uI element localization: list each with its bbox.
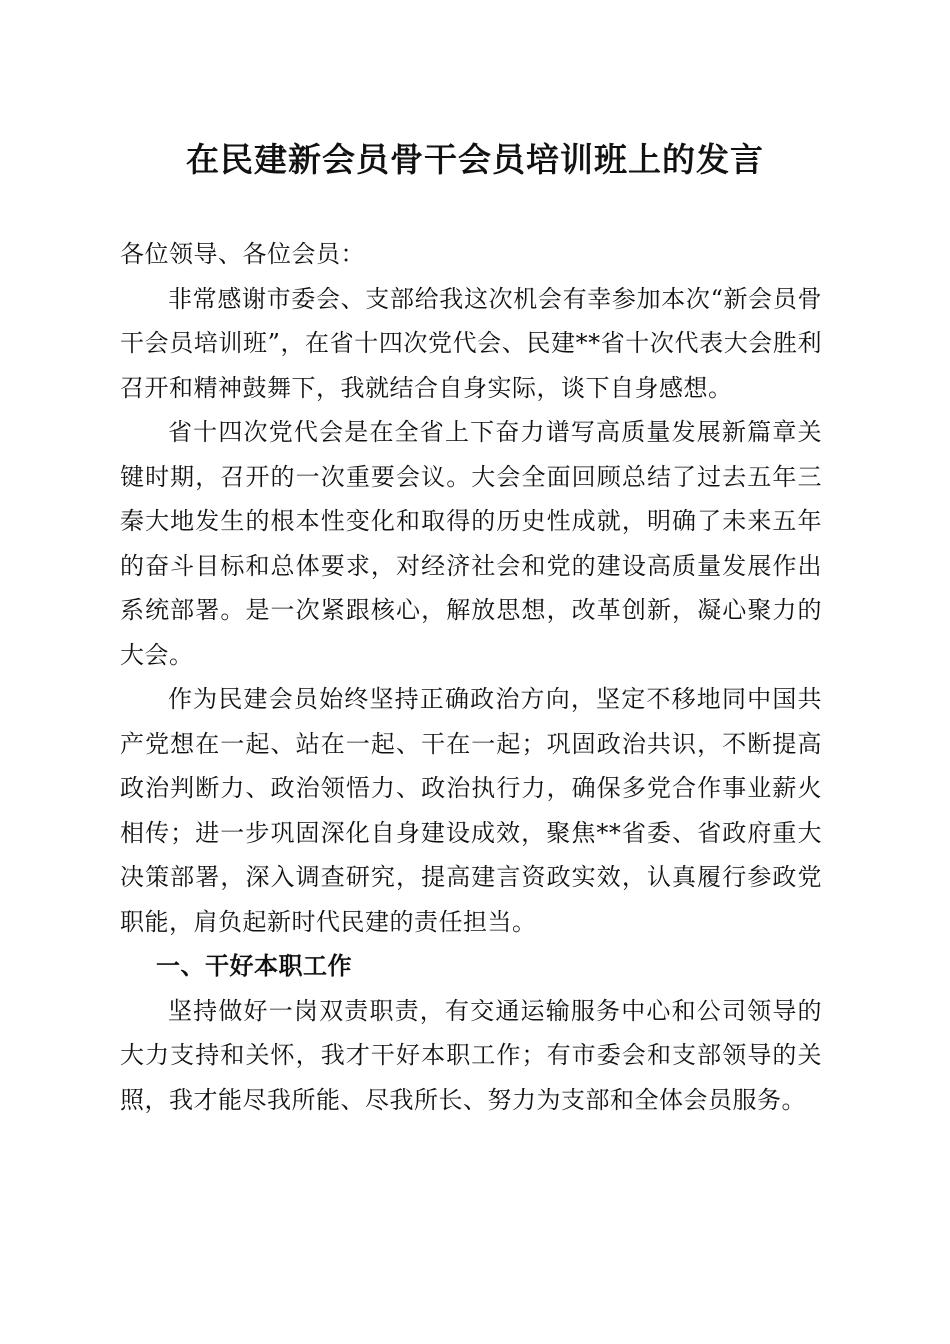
paragraph-commitment: 作为民建会员始终坚持正确政治方向，坚定不移地同中国共产党想在一起、站在一起、干在一起；巩固政治共识，不断提高政治判断力、政治领悟力、政治执行力，确保多党合作事业薪火相传；进一步巩固深化自身建设成效，聚焦**省委、省政府重大决策部署，深入调查研究，提高建言资政实效，认真履行参政党职能，肩负起新时代民建的责任担当。 [120,685,822,936]
paragraph-congress: 省十四次党代会是在全省上下奋力谱写高质量发展新篇章关键时期，召开的一次重要会议。大会全面回顾总结了过去五年三秦大地发生的根本性变化和取得的历史性成就，明确了未来五年的奋斗目标和总体要求，对经济社会和党的建设高质量发展作出系统部署。是一次紧跟核心，解放思想，改革创新，凝心聚力的大会。 [120,418,822,669]
document-title: 在民建新会员骨干会员培训班上的发言 [186,140,764,179]
paragraph-section-one: 坚持做好一岗双责职责，有交通运输服务中心和公司领导的大力支持和关怀，我才干好本职工作；有市委会和支部领导的关照，我才能尽我所能、尽我所长、努力为支部和全体会员服务。 [120,996,822,1114]
paragraph-intro: 非常感谢市委会、支部给我这次机会有幸参加本次“新会员骨干会员培训班”，在省十四次党代会、民建**省十次代表大会胜利召开和精神鼓舞下，我就结合自身实际，谈下自身感想。 [120,284,822,402]
salutation: 各位领导、各位会员： [120,240,365,268]
section-heading: 一、干好本职工作 [156,952,352,980]
document-body [120,232,822,1122]
